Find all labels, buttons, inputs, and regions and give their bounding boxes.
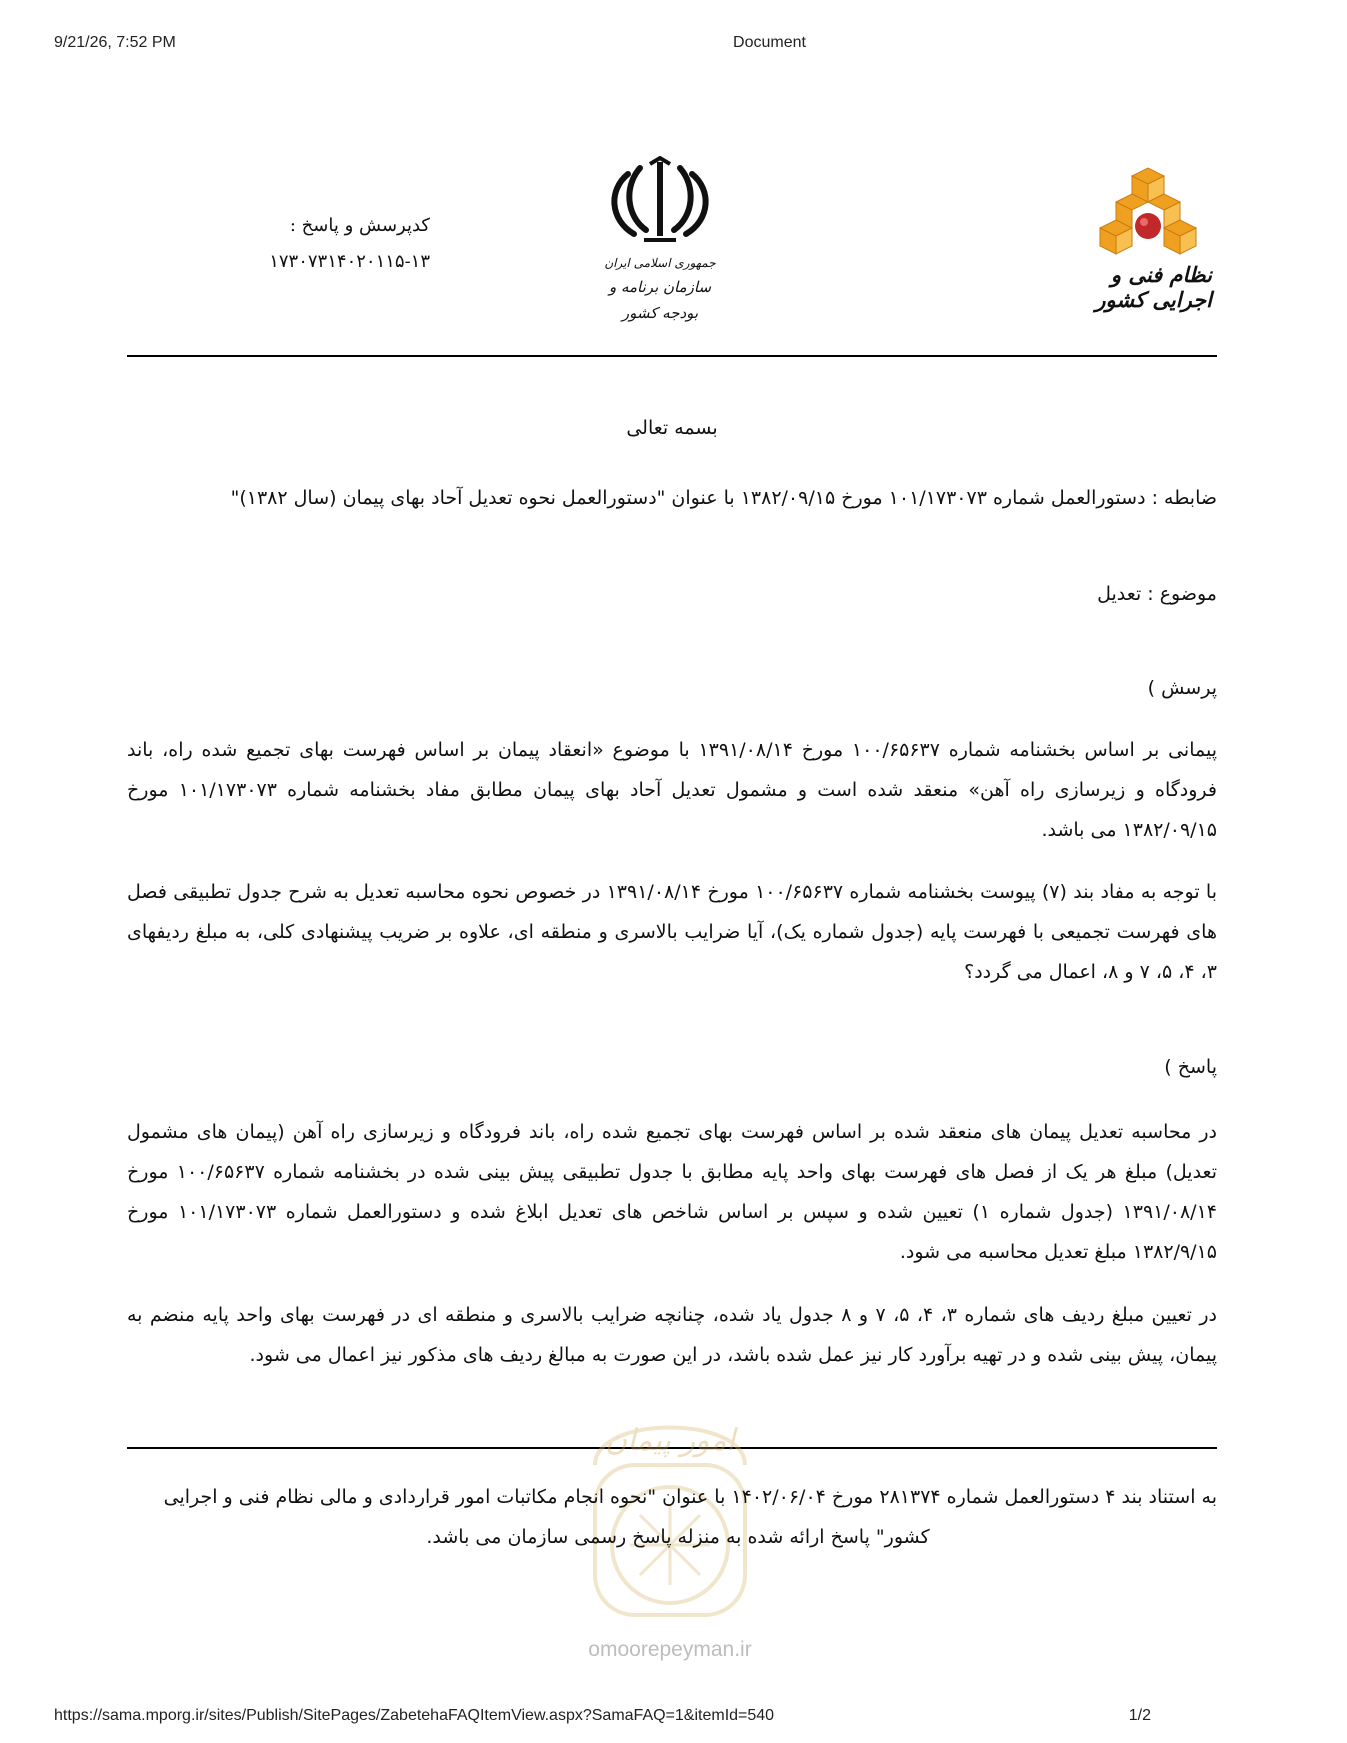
question-paragraph-2: با توجه به مفاد بند (۷) پیوست بخشنامه شماره ۱۰۰/۶۵۶۳۷ مورخ ۱۳۹۱/۰۸/۱۴ در خصوص نحوه محاسبه تعدیل به شرح جدول تطبیقی فصل های فهرست تجمیعی با فهرست پایه (جدول شماره یک)، آیا ضرایب بالاسری و منطقه ای، علاوه بر ضریب پیشنهادی کلی، به مبلغ ردیفهای ۳، ۴، ۵، ۷ و ۸، اعمال می گردد؟ [127,881,1217,983]
watermark-text: omoorepeyman.ir [588,1638,752,1661]
print-header [0,34,1347,58]
emblem-line-2: سازمان برنامه و بودجه کشور [608,278,712,322]
nezam-fanni-logo [1070,162,1220,312]
footer-note: به استناد بند ۴ دستورالعمل شماره ۲۸۱۳۷۴ مورخ ۱۴۰۲/۰۶/۰۴ با عنوان "نحوه انجام مکاتبات امور قراردادی و مالی نظام فنی و اجرایی کشور" پاسخ ارائه شده به منزله پاسخ رسمی سازمان می باشد. [163,1486,1217,1548]
emblem-line-1: جمهوری اسلامی ایران [604,256,716,270]
print-footer [0,1707,1347,1731]
answer-paragraph-2: در تعیین مبلغ ردیف های شماره ۳، ۴، ۵، ۷ و ۸ جدول یاد شده، چنانچه ضرایب بالاسری و منطقه ای در فهرست بهای واحد پایه منضم به پیمان، پیش بینی شده و در تهیه برآورد کار نیز عمل شده باشد، در این صورت به مبالغ ردیف های مذکور نیز اعمال می شود. [127,1304,1217,1366]
answer-heading: پاسخ ) [1164,1056,1217,1078]
rule-line: ضابطه : دستورالعمل شماره ۱۰۱/۱۷۳۰۷۳ مورخ ۱۳۸۲/۰۹/۱۵ با عنوان "دستورالعمل نحوه تعدیل آحاد بهای پیمان (سال ۱۳۸۲)" [230,487,1217,509]
print-title: Document [733,34,806,51]
watermark-logo-text: امور پیمان [605,1423,735,1458]
header-divider [127,355,1217,357]
answer-paragraph-1: در محاسبه تعدیل پیمان های منعقد شده بر اساس فهرست بهای تجمیع شده راه، باند فرودگاه و زیرسازی راه آهن (پیمان های مشمول تعدیل) مبلغ هر یک از فصل های فهرست بهای واحد پایه مطابق با جدول تطبیقی پیش بینی شده در بخشنامه شماره ۱۰۰/۶۵۶۳۷ مورخ ۱۳۹۱/۰۸/۱۴ (جدول شماره ۱) تعیین شده و سپس بر اساس شاخص های تعدیل ابلاغ شده و دستورالعمل شماره ۱۰۱/۱۷۳۰۷۳ مورخ ۱۳۸۲/۹/۱۵ مبلغ تعدیل محاسبه می شود. [127,1121,1217,1263]
question-paragraph-1: پیمانی بر اساس بخشنامه شماره ۱۰۰/۶۵۶۳۷ مورخ ۱۳۹۱/۰۸/۱۴ با موضوع «انعقاد پیمان بر اساس فهرست بهای تجمیع شده راه، باند فرودگاه و زیرسازی راه آهن» منعقد شده است و مشمول تعدیل آحاد بهای پیمان مطابق مفاد بخشنامه شماره ۱۰۱/۱۷۳۰۷۳ مورخ ۱۳۸۲/۰۹/۱۵ می باشد. [127,739,1217,841]
iran-emblem-icon [590,156,730,248]
print-datetime: 9/21/26, 7:52 PM [54,34,176,51]
page-number: 1/2 [1128,1707,1151,1724]
question-code-value: ۱۷۳۰۷۳۱۴۰۲۰۱۱۵-۱۳ [269,251,430,272]
question-code-label: کدپرسش و پاسخ : [289,215,430,236]
basmala: بسمه تعالی [626,417,718,439]
nezam-fanni-logo-text: نظام فنی و اجرایی کشور [1095,262,1212,312]
subject-line: موضوع : تعدیل [1097,583,1217,605]
page-url-link[interactable]: https://sama.mporg.ir/sites/Publish/SitePages/ZabetehaFAQItemView.aspx?SamaFAQ=1&itemId=540 [54,1707,775,1724]
question-heading: پرسش ) [1147,677,1217,699]
letterhead [120,150,1220,330]
plan-budget-emblem [590,156,730,322]
question-code-block [210,208,430,280]
